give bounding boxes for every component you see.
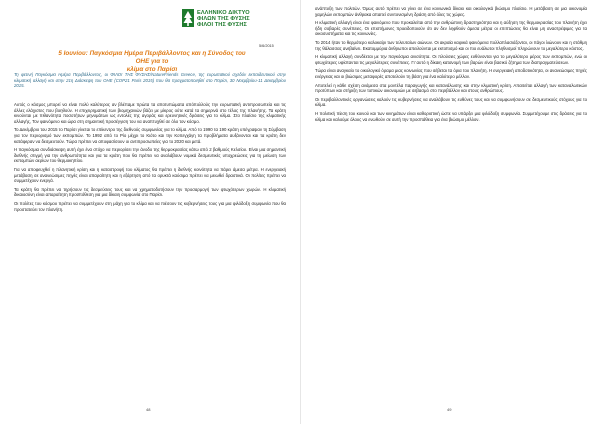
left-body-text [14, 102, 286, 402]
article-title [52, 50, 252, 74]
article-date: 5/6/2015 [259, 44, 274, 48]
paragraph: Η παγκόσμια συνδιάσκεψη αυτή έχει ένα στόχο να περιορίσει την άνοδο της θερμοκρασίας κάτω από 2 βαθμούς Κελσίου. Είναι μια σημαντική διεθνής στιγμή για την ανθρωπότητα και για τα κράτη που θα πρέπει να αναλάβουν νομικά δεσμευτικές υποχρεώσεις για τη μείωση των εκπομπών αερίων του θερμοκηπίου. [14, 147, 286, 164]
title-line-1: 5 Ιουνίου: Παγκόσμια Ημέρα Περιβάλλοντος και η Σύνοδος του ΟΗΕ για το [58, 50, 246, 65]
paragraph: Αυτός ο κόσμος μπορεί να είναι πολύ καλύτερος αν βλέπαμε πρώτα τα αποτυπώματα απόπολλούς την ευρωπαϊκή αντιπροσωπεία και τις άλλες ελάχιστες που βοηθούν. Η επιχειρηματική των βιομηχανιών βάζει με μίκρος ούτε κατά τα σημερινά στο τέλος της πλανήτης. Τα κράτη κινούνται με πιθανότητα ποσοτήτων μηνυμάτων ως εντολές της αγοράς και ερευνητικές δράσεις για το κλίμα. Στο πλαίσιο της κλιματικής αλλαγής, Τον φαινόμενο και ώρα στη σημαντική προσέγγιση του να αναπτυχθεί σε όλο τον κόσμο. [14, 102, 286, 124]
paragraph: Για να αποφευχθεί η πλανητική κρίση και η καταστροφή του κλίματος θα πρέπει η διεθνής κοινότητα να πάρει άμεσα μέτρα. Η ενεργειακή μετάβαση σε ανανεώσιμες πηγές είναι απαραίτητη και η εξάρτηση από τα ορυκτά καύσιμα πρέπει να μειωθεί δραστικά. Οι πολίτες πρέπει να συμμετέχουν ενεργά. [14, 166, 286, 184]
paragraph: Η κλιματική αλλαγή συνδέεται με την παγκόσμια ανισότητα. Οι πλούσιες χώρες ευθύνονται για το μεγαλύτερο μέρος των εκπομπών, ενώ οι φτωχότερες υφίστανται τις μεγαλύτερες συνέπειες. Γι’ αυτό η δίκαιη κατανομή των βαρών είναι βασικό ζήτημα των διαπραγματεύσεων. [315, 54, 587, 65]
right-body-text [315, 6, 587, 402]
paragraph: Οι πολίτες του κόσμου πρέπει να συμμετέχουν στη μάχη για το κλίμα και να πιέσουν τις κυβερνήσεις τους για μια φιλόδοξη συμφωνία που θα προστατεύει τον πλανήτη. [14, 200, 286, 212]
paragraph: Η κλιματική αλλαγή είναι ένα φαινόμενο που προκαλείται από την ανθρώπινη δραστηριότητα και η αύξηση της θερμοκρασίας του πλανήτη έχει ήδη σοβαρές συνέπειες. Οι επιστήμονες προειδοποιούν ότι αν δεν ληφθούν άμεσα μέτρα οι επιπτώσεις θα είναι μη αναστρέψιμες για τα οικοσυστήματα και τις κοινωνίες. [315, 20, 587, 37]
paragraph: Τα κράτη θα πρέπει να τηρήσουν τις δεσμεύσεις τους και να χρηματοδοτήσουν την προσαρμογή των φτωχότερων χωρών. Η κλιματική δικαιοσύνη είναι απαραίτητη προϋπόθεση για μια δίκαιη συμφωνία στο Παρίσι. [14, 186, 286, 198]
right-page [300, 0, 600, 424]
paragraph: Η πολιτική πίεση του κοινού και των κινημάτων είναι καθοριστική ώστε να υπάρξει μια φιλόδοξη συμφωνία. Συμμετέχουμε στις δράσεις για το κλίμα και καλούμε όλους να ενωθούν σε αυτή την προσπάθεια για ένα βιώσιμο μέλλον. [315, 110, 587, 122]
logo-line-1: ΕΛΛΗΝΙΚΟ ΔΙΚΤΥΟ [197, 10, 250, 16]
paragraph: Το 2014 ήταν το θερμότερο καλοκαίρι των τελευταίων αιώνων. Οι ακραία καιρικά φαινόμενα πολλαπλασιάζονται, οι πάγοι λιώνουν και η στάθμη της θάλασσας ανεβαίνει. Εκατομμύρια άνθρωποι απειλούνται με εκτοπισμό και οι πιο ευάλωτοι πληθυσμοί πληρώνουν το μεγαλύτερο κόστος. [315, 39, 587, 51]
organization-logo [182, 9, 252, 45]
paragraph: ανάπτυξη των πολιτών. Όμως αυτό πρέπει να γίνει σε ένα κοινωνικά δίκαιο και οικολογικά βιώσιμο πλαίσιο. Η μετάβαση σε μια οικονομία χαμηλών εκπομπών άνθρακα απαιτεί συντονισμένη δράση από όλες τις χώρες. [315, 6, 587, 17]
page-number: 48 [146, 407, 151, 412]
tree-logo-icon [182, 9, 194, 27]
page-number: 49 [447, 407, 452, 412]
article-intro: Τη φετινή Παγκόσμια Ημέρα Περιβάλλοντος, οι ΦΙΛΟΙ ΤΗΣ ΦΥΣΗΣ/NatureFriends Greece, της ευρωπαϊκού σχεδόν εκπαιδευτικού στην κλιματική αλλαγή και στην 21η Διάσκεψη του ΟΗΕ (COP21 Paris 2015) που θα πραγματοποιηθεί στο Παρίσι, 30 Νοεμβρίου-11 Δεκεμβρίου 2015. [14, 72, 286, 89]
logo-text [197, 10, 257, 29]
paragraph: Αποτελεί η κάθε σχέση ανάμεσα στα μοντέλα παραγωγής και κατανάλωσης και στην κλιματική κρίση. Απαιτείται αλλαγή των καταναλωτικών προτύπων και στήριξη των τοπικών οικονομιών με σεβασμό στο περιβάλλον και στους ανθρώπους. [315, 82, 587, 94]
logo-line-3: ΦΙΛΟΙ ΤΗΣ ΦΥΣΗΣ [197, 22, 247, 29]
paragraph: Οι περιβαλλοντικές οργανώσεις καλούν τις κυβερνήσεις να αναλάβουν τις ευθύνες τους και να συμφωνήσουν σε δεσμευτικούς στόχους για το κλίμα. [315, 96, 587, 108]
title-line-2: κλίμα στο Παρίσι [126, 66, 178, 73]
paragraph: Τώρα είναι αναγκαίο το οικολογικό όραμα μιας κοινωνίας που σέβεται τα όρια του πλανήτη. Η ενεργειακή αποδοτικότητα, οι ανανεώσιμες πηγές ενέργειας και οι βιώσιμες μεταφορές αποτελούν τη βάση για ένα καλύτερο μέλλον. [315, 68, 587, 79]
logo-line-2: ΦΙΛΩΝ ΤΗΣ ΦΥΣΗΣ [197, 16, 250, 23]
paragraph: Το Δεκέμβριο του 2015 το Παρίσι γίνεται το επίκεντρο της διεθνούς συμφωνίας για το κλίμα. Από το 1990 τα 190 κράτη υπέγραψαν τη Σύμβαση για τον περιορισμό των εκπομπών. Το 1992 από το Ρίο μέχρι το Κιότο και την Κοπεγχάγη τα προβλήματα αυξάνονται και τα κράτη δεν κατάφεραν να δεσμευτούν. Τώρα πρέπει να αποφασίσουν οι αντιπροσωπείες για το 2020 και μετά. [14, 127, 286, 144]
